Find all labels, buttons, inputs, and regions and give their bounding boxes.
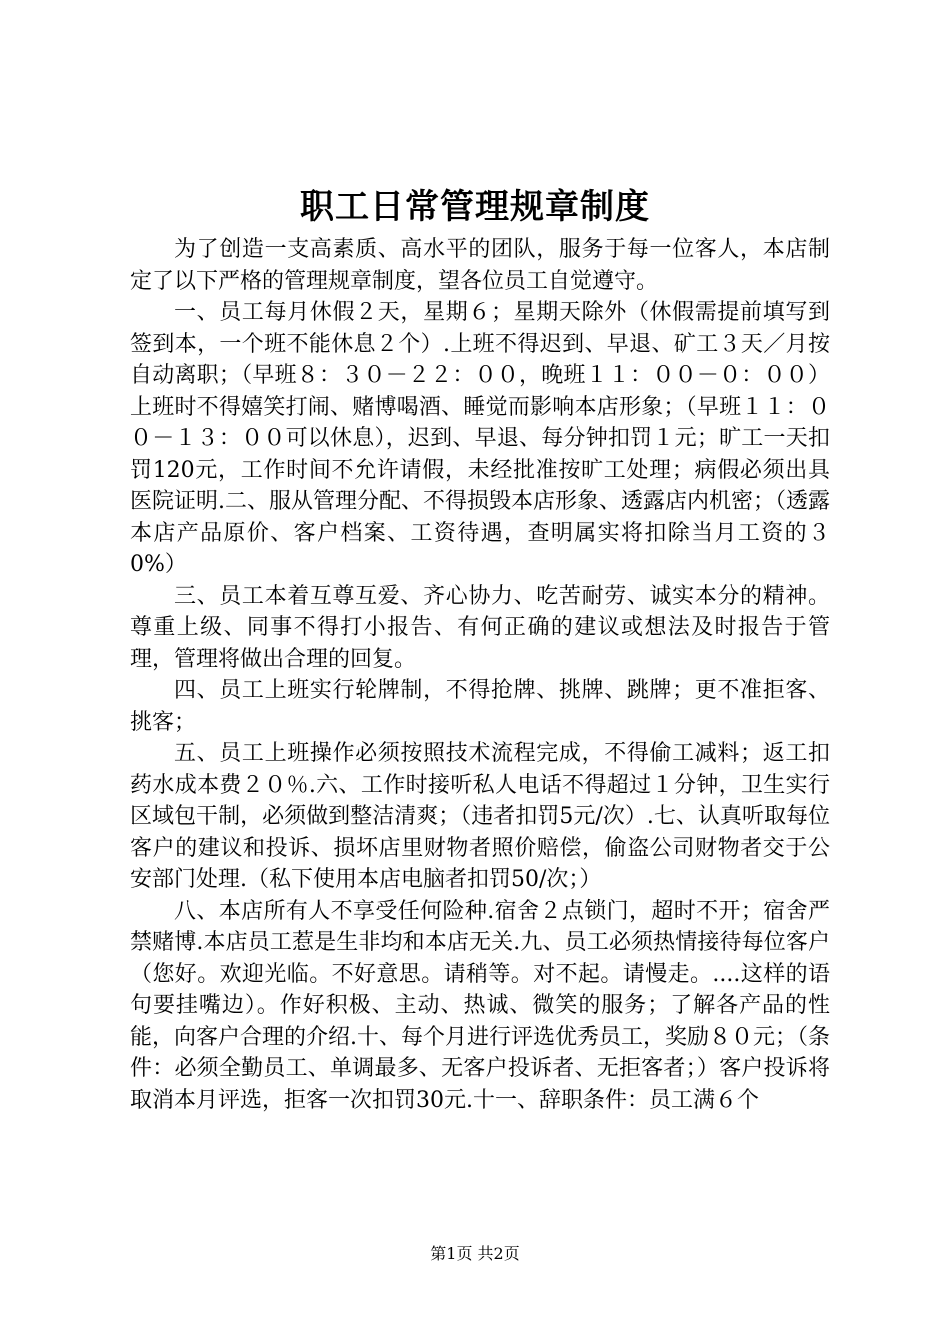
document-title: 职工日常管理规章制度 xyxy=(300,187,650,227)
page-number-footer: 第1页 共2页 xyxy=(430,1244,520,1263)
document-body xyxy=(130,234,830,1116)
paragraph-intro: 为了创造一支高素质、高水平的团队，服务于每一位客人，本店制定了以下严格的管理规章制度，望各位员工自觉遵守。 xyxy=(130,237,830,294)
paragraph-rules-5-7: 五、员工上班操作必须按照技术流程完成，不得偷工减料；返工扣药水成本费２０％.六、工作时接听私人电话不得超过１分钟，卫生实行区域包干制，必须做到整洁清爽；（违者扣罚5元/次）.七、认真听取每位客户的建议和投诉、损坏店里财物者照价赔偿，偷盗公司财物者交于公安部门处理.（私下使用本店电脑者扣罚50/次；） xyxy=(130,741,830,892)
paragraph-rule-4: 四、员工上班实行轮牌制，不得抢牌、挑牌、跳牌；更不准拒客、挑客； xyxy=(130,678,830,735)
paragraph-rules-8-11: 八、本店所有人不享受任何险种.宿舍２点锁门，超时不开；宿舍严禁赌博.本店员工惹是生非均和本店无关.九、员工必须热情接待每位客户（您好。欢迎光临。不好意思。请稍等。对不起。请慢走。....这样的语句要挂嘴边）。作好积极、主动、热诚、微笑的服务；了解各产品的性能，向客户合理的介绍.十、每个月进行评选优秀员工，奖励８０元；（条件：必须全勤员工、单调最多、无客户投诉者、无拒客者；）客户投诉将取消本月评选，拒客一次扣罚30元.十一、辞职条件：员工满６个 xyxy=(130,898,830,1113)
paragraph-rule-3: 三、员工本着互尊互爱、齐心协力、吃苦耐劳、诚实本分的精神。尊重上级、同事不得打小报告、有何正确的建议或想法及时报告于管理，管理将做出合理的回复。 xyxy=(130,583,830,672)
paragraph-rules-1-2: 一、员工每月休假２天，星期６；星期天除外（休假需提前填写到签到本，一个班不能休息２个）.上班不得迟到、早退、矿工３天／月按自动离职；（早班８：３０－２２：００，晚班１１：００－０：００）上班时不得嬉笑打闹、赌博喝酒、睡觉而影响本店形象；（早班１１：００－１３：００可以休息），迟到、早退、每分钟扣罚１元；旷工一天扣罚120元，工作时间不允许请假，未经批准按旷工处理；病假必须出具医院证明.二、服从管理分配、不得损毁本店形象、透露店内机密；（透露本店产品原价、客户档案、工资待遇，查明属实将扣除当月工资的３0%） xyxy=(130,300,830,577)
